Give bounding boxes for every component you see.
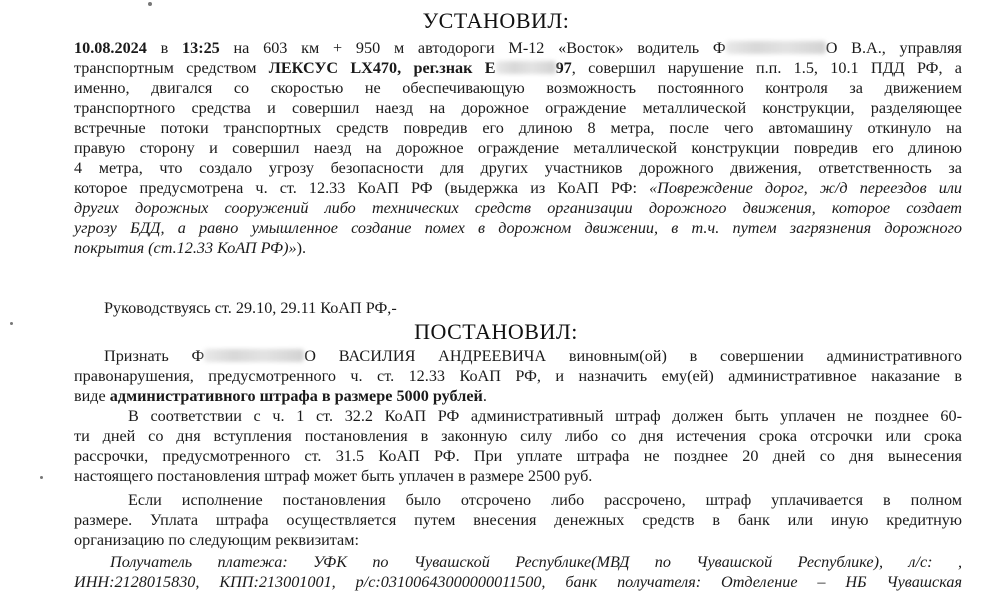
text-line: правую сторону и совершил наезд на дорожное ограждение металлической конструкции повредив его длиною (74, 139, 962, 157)
scan-speck (40, 476, 43, 479)
text-line: организацию по следующим реквизитам: (74, 531, 359, 549)
payment-line: Получатель платежа: УФК по Чувашской Республике(МВД по Чувашской Республике), л/с: , (110, 553, 962, 571)
law-quote-line: угрозу БДД, а равно умышленное создание помех в дорожном движении, в т.ч. путем загрязнения дорожного (74, 219, 962, 237)
redaction-blur (204, 349, 304, 362)
redaction-blur (496, 61, 556, 74)
text-fragment: Признать (104, 347, 192, 365)
redacted-initial: Е (484, 59, 496, 77)
text-fragment: на 603 км + 950 м автодороги М-12 «Восток» водитель (219, 39, 713, 57)
text-fragment: транспортным средством (74, 59, 269, 77)
heading-established: УСТАНОВИЛ: (422, 8, 570, 33)
payment-line: ИНН:2128015830, КПП:213001001, р/с:03100643000000011500, банк получателя: Отделение – НБ Чувашская (74, 573, 962, 591)
vehicle-name: ЛЕКСУС LX470, рег.знак (268, 59, 485, 77)
text-line (74, 58, 962, 78)
text-line: транспортного средства и совершил наезд на дорожное ограждение металлической конструкции, разделяющее (74, 99, 962, 117)
date: 10.08.2024 (74, 39, 147, 57)
text-fragment: , совершил нарушение п.п. 1.5, 10.1 ПДД РФ, а (571, 59, 962, 77)
text-line: именно, двигался со скоростью не обеспечивающую возможность постоянного контроля за движением (74, 79, 962, 97)
redacted-initial: Ф (191, 347, 205, 365)
scan-speck (10, 322, 13, 325)
redaction-blur (726, 41, 826, 54)
plate-fragment: 97 (555, 59, 572, 77)
redacted-initial: Ф (712, 39, 726, 57)
text-line (74, 178, 962, 198)
time: 13:25 (182, 39, 220, 57)
text-line (74, 386, 962, 406)
text-fragment: в (146, 39, 182, 57)
text-line (74, 38, 962, 58)
text-fragment: ). (296, 239, 306, 257)
text-fragment: которое предусмотрена ч. ст. 12.33 КоАП РФ (выдержка из КоАП РФ: (74, 179, 650, 197)
text-fragment: О ВАСИЛИЯ АНДРЕЕВИЧА виновным(ой) в совершении административного (304, 347, 962, 365)
law-quote: «Повреждение дорог, ж/д переездов или (649, 179, 962, 197)
text-line: настоящего постановления штраф может быть уплачен в размере 2500 руб. (74, 467, 593, 485)
text-line: Если исполнение постановления было отсрочено либо рассрочено, штраф уплачивается в полном (128, 491, 962, 509)
text-line: ти дней со дня вступления постановления в законную силу либо со дня истечения срока отсрочки или срока (74, 427, 962, 445)
law-quote: покрытия (ст.12.33 КоАП РФ)» (74, 239, 297, 257)
text-line: рассрочки, предусмотренного ст. 31.5 КоАП РФ. При уплате штрафа не позднее 20 дней со дня вынесения (74, 447, 962, 465)
law-quote-line: других дорожных сооружений либо технических средств организации дорожного движения, которое создает (74, 199, 962, 217)
text-line (104, 346, 962, 366)
fine-amount: административного штрафа в размере 5000 рублей (109, 387, 483, 405)
text-fragment: О В.А., управляя (825, 39, 962, 57)
text-line: правонарушения, предусмотренного ч. ст. 12.33 КоАП РФ, и назначить ему(ей) административное наказание в (74, 367, 962, 385)
text-line: размере. Уплата штрафа осуществляется путем внесения денежных средств в банк или иную кредитную (74, 511, 962, 529)
text-line (74, 238, 962, 258)
text-fragment: виде (74, 387, 110, 405)
scan-speck (148, 2, 152, 6)
heading-resolved: ПОСТАНОВИЛ: (414, 319, 578, 344)
guided-by-line: Руководствуясь ст. 29.10, 29.11 КоАП РФ,- (104, 299, 397, 317)
text-fragment: . (482, 387, 487, 405)
text-line: встречные потоки транспортных средств повредив его длиною 8 метра, после чего автомашину откинуло на (74, 119, 962, 137)
text-line: 4 метра, что создало угрозу безопасности для других участников дорожного движения, ответственность за (74, 159, 962, 177)
text-line: В соответствии с ч. 1 ст. 32.2 КоАП РФ административный штраф должен быть уплачен не позднее 60- (128, 407, 962, 425)
